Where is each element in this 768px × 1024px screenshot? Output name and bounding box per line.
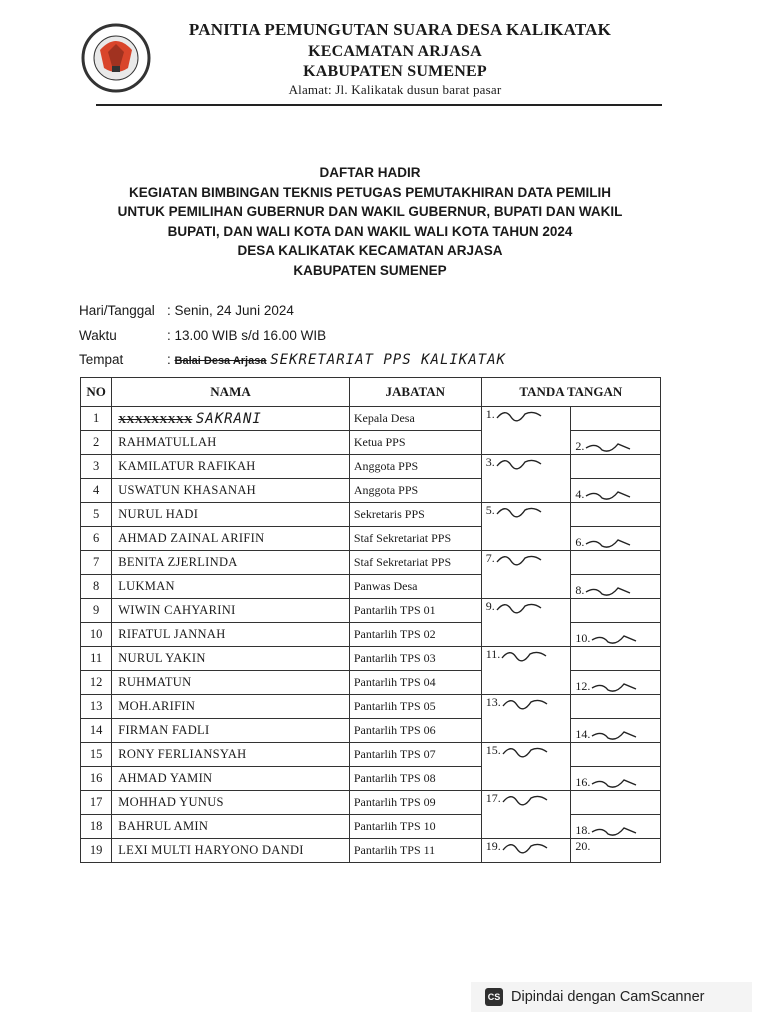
row-no: 1	[81, 407, 112, 431]
table-row	[81, 479, 661, 503]
letterhead	[70, 18, 670, 110]
table-row	[81, 623, 661, 647]
table-row	[81, 575, 661, 599]
row-jabatan: Sekretaris PPS	[349, 503, 481, 527]
signature-cell-left	[481, 695, 571, 743]
signature-cell-right	[571, 479, 661, 503]
title-line-5: DESA KALIKATAK KECAMATAN ARJASA	[237, 243, 503, 259]
handwritten-signature	[495, 600, 547, 614]
signature-number: 16.	[575, 774, 591, 789]
table-row	[81, 839, 661, 863]
signature-number: 15.	[485, 743, 501, 757]
letterhead-line-2: KECAMATAN ARJASA	[308, 43, 482, 60]
signature-cell-right	[571, 527, 661, 551]
signature-cell-left	[481, 407, 571, 455]
signature-cell-right	[571, 719, 661, 743]
row-jabatan: Pantarlih TPS 04	[349, 671, 481, 695]
handwritten-signature	[584, 440, 636, 454]
row-jabatan: Pantarlih TPS 08	[349, 767, 481, 791]
row-no: 5	[81, 503, 112, 527]
signature-cell-right	[571, 671, 661, 695]
table-row	[81, 743, 661, 767]
row-nama: WIWIN CAHYARINI	[112, 599, 350, 623]
row-nama: MOH.ARIFIN	[112, 695, 350, 719]
row-nama: NURUL HADI	[112, 503, 350, 527]
handwritten-signature	[501, 792, 553, 806]
row-no: 16	[81, 767, 112, 791]
camscanner-icon: CS	[485, 988, 503, 1006]
signature-cell-right	[571, 551, 661, 575]
header-tanda-tangan: TANDA TANGAN	[481, 378, 660, 407]
row-no: 6	[81, 527, 112, 551]
handwritten-signature	[495, 552, 547, 566]
row-nama: LEXI MULTI HARYONO DANDI	[112, 839, 350, 863]
time-value: : 13.00 WIB s/d 16.00 WIB	[167, 328, 327, 343]
signature-number: 12.	[575, 678, 591, 693]
signature-number: 11.	[485, 647, 501, 661]
row-no: 4	[81, 479, 112, 503]
signature-cell-right	[571, 695, 661, 719]
handwritten-signature	[495, 504, 547, 518]
row-no: 19	[81, 839, 112, 863]
row-no: 8	[81, 575, 112, 599]
header-no: NO	[81, 378, 112, 407]
signature-cell-left	[481, 455, 571, 503]
meta-date	[79, 303, 294, 318]
signature-cell-right	[571, 503, 661, 527]
signature-cell-right	[571, 407, 661, 431]
signature-number: 1.	[485, 407, 495, 421]
handwritten-signature	[590, 680, 642, 694]
signature-number: 8.	[575, 582, 585, 597]
row-jabatan: Anggota PPS	[349, 479, 481, 503]
row-no: 10	[81, 623, 112, 647]
row-jabatan: Pantarlih TPS 11	[349, 839, 481, 863]
signature-cell-left	[481, 599, 571, 647]
row-jabatan: Ketua PPS	[349, 431, 481, 455]
handwritten-signature	[584, 488, 636, 502]
table-row	[81, 791, 661, 815]
row-nama: RUHMATUN	[112, 671, 350, 695]
row-nama: BENITA ZJERLINDA	[112, 551, 350, 575]
document-title	[70, 163, 670, 281]
letterhead-address: Alamat: Jl. Kalikatak dusun barat pasar	[288, 82, 502, 97]
table-row	[81, 407, 661, 431]
letterhead-divider	[96, 104, 662, 106]
signature-number: 13.	[485, 695, 501, 709]
signature-number: 17.	[485, 791, 501, 805]
row-no: 12	[81, 671, 112, 695]
meta-place	[79, 352, 506, 368]
table-row	[81, 695, 661, 719]
date-label: Hari/Tanggal	[79, 303, 155, 318]
row-jabatan: Staf Sekretariat PPS	[349, 551, 481, 575]
row-jabatan: Kepala Desa	[349, 407, 481, 431]
row-no: 7	[81, 551, 112, 575]
signature-cell-left	[481, 647, 571, 695]
table-row	[81, 551, 661, 575]
title-line-2: KEGIATAN BIMBINGAN TEKNIS PETUGAS PEMUTAKHIRAN DATA PEMILIH	[129, 184, 611, 200]
row-nama: BAHRUL AMIN	[112, 815, 350, 839]
row-nama: KAMILATUR RAFIKAH	[112, 455, 350, 479]
row-nama: MOHHAD YUNUS	[112, 791, 350, 815]
row-no: 9	[81, 599, 112, 623]
handwritten-signature	[590, 824, 642, 838]
handwritten-signature	[590, 776, 642, 790]
row-nama	[112, 407, 350, 431]
signature-cell-right	[571, 599, 661, 623]
table-row	[81, 719, 661, 743]
handwritten-signature	[590, 632, 642, 646]
place-handwritten: SEKRETARIAT PPS KALIKATAK	[270, 352, 506, 368]
handwritten-signature	[590, 728, 642, 742]
time-label: Waktu	[79, 328, 117, 343]
row-jabatan: Staf Sekretariat PPS	[349, 527, 481, 551]
row-jabatan: Pantarlih TPS 06	[349, 719, 481, 743]
row-jabatan: Pantarlih TPS 02	[349, 623, 481, 647]
handwritten-signature	[584, 536, 636, 550]
row-jabatan: Anggota PPS	[349, 455, 481, 479]
place-struck: Balai Desa Arjasa	[174, 355, 267, 367]
signature-cell-right	[571, 575, 661, 599]
row-nama: USWATUN KHASANAH	[112, 479, 350, 503]
table-row	[81, 767, 661, 791]
title-line-6: KABUPATEN SUMENEP	[293, 262, 447, 278]
row-nama: NURUL YAKIN	[112, 647, 350, 671]
row-no: 14	[81, 719, 112, 743]
signature-cell-left	[481, 743, 571, 791]
row-nama-struck: XXXXXXXXX	[118, 413, 193, 426]
signature-cell-left	[481, 839, 571, 863]
row-jabatan: Pantarlih TPS 03	[349, 647, 481, 671]
table-header-row	[81, 378, 661, 407]
signature-cell-right	[571, 647, 661, 671]
signature-number: 20.	[575, 839, 591, 853]
signature-number: 5.	[485, 503, 495, 517]
signature-number: 3.	[485, 455, 495, 469]
handwritten-signature	[501, 696, 553, 710]
title-line-1: DAFTAR HADIR	[319, 165, 421, 180]
row-no: 11	[81, 647, 112, 671]
row-jabatan: Pantarlih TPS 09	[349, 791, 481, 815]
signature-cell-right	[571, 815, 661, 839]
letterhead-line-1: PANITIA PEMUNGUTAN SUARA DESA KALIKATAK	[188, 20, 612, 39]
signature-cell-left	[481, 503, 571, 551]
table-body	[81, 407, 661, 863]
letterhead-line-3: KABUPATEN SUMENEP	[303, 63, 487, 80]
handwritten-signature	[500, 648, 552, 662]
table-row	[81, 527, 661, 551]
signature-number: 7.	[485, 551, 495, 565]
row-jabatan: Pantarlih TPS 10	[349, 815, 481, 839]
handwritten-signature	[501, 744, 553, 758]
signature-cell-right	[571, 839, 661, 863]
attendance-table	[80, 377, 661, 863]
handwritten-signature	[495, 408, 547, 422]
row-nama: AHMAD ZAINAL ARIFIN	[112, 527, 350, 551]
signature-cell-right	[571, 455, 661, 479]
signature-number: 9.	[485, 599, 495, 613]
camscanner-badge	[471, 982, 752, 1012]
signature-cell-right	[571, 623, 661, 647]
row-nama: FIRMAN FADLI	[112, 719, 350, 743]
date-value: : Senin, 24 Juni 2024	[167, 303, 294, 318]
meta-time	[79, 328, 326, 343]
table-row	[81, 455, 661, 479]
signature-cell-right	[571, 431, 661, 455]
signature-number: 4.	[575, 486, 585, 501]
row-no: 3	[81, 455, 112, 479]
row-no: 2	[81, 431, 112, 455]
row-nama: RIFATUL JANNAH	[112, 623, 350, 647]
row-nama-handwritten: SAKRANI	[195, 410, 262, 427]
handwritten-signature	[501, 840, 553, 854]
title-line-3: UNTUK PEMILIHAN GUBERNUR DAN WAKIL GUBERNUR, BUPATI DAN WAKIL	[117, 204, 623, 220]
row-jabatan: Pantarlih TPS 07	[349, 743, 481, 767]
signature-number: 6.	[575, 534, 585, 549]
table-row	[81, 431, 661, 455]
row-jabatan: Pantarlih TPS 01	[349, 599, 481, 623]
table-row	[81, 599, 661, 623]
row-nama: RONY FERLIANSYAH	[112, 743, 350, 767]
row-nama: RAHMATULLAH	[112, 431, 350, 455]
signature-number: 19.	[485, 839, 501, 853]
header-nama: NAMA	[112, 378, 350, 407]
table-row	[81, 503, 661, 527]
signature-cell-right	[571, 743, 661, 767]
signature-cell-right	[571, 767, 661, 791]
row-nama: AHMAD YAMIN	[112, 767, 350, 791]
row-no: 15	[81, 743, 112, 767]
title-line-4: BUPATI, DAN WALI KOTA DAN WAKIL WALI KOTA TAHUN 2024	[167, 223, 573, 239]
place-colon: :	[167, 352, 171, 367]
signature-number: 14.	[575, 726, 591, 741]
row-no: 17	[81, 791, 112, 815]
signature-number: 10.	[575, 630, 591, 645]
table-row	[81, 647, 661, 671]
signature-cell-right	[571, 791, 661, 815]
signature-cell-left	[481, 551, 571, 599]
handwritten-signature	[495, 456, 547, 470]
header-jabatan: JABATAN	[349, 378, 481, 407]
row-jabatan: Pantarlih TPS 05	[349, 695, 481, 719]
table-row	[81, 671, 661, 695]
row-no: 18	[81, 815, 112, 839]
handwritten-signature	[584, 584, 636, 598]
row-jabatan: Panwas Desa	[349, 575, 481, 599]
row-nama: LUKMAN	[112, 575, 350, 599]
row-no: 13	[81, 695, 112, 719]
signature-cell-left	[481, 791, 571, 839]
signature-number: 2.	[575, 438, 585, 453]
camscanner-label: Dipindai dengan CamScanner	[511, 989, 705, 1005]
signature-number: 18.	[575, 822, 591, 837]
table-row	[81, 815, 661, 839]
place-label: Tempat	[79, 352, 124, 367]
